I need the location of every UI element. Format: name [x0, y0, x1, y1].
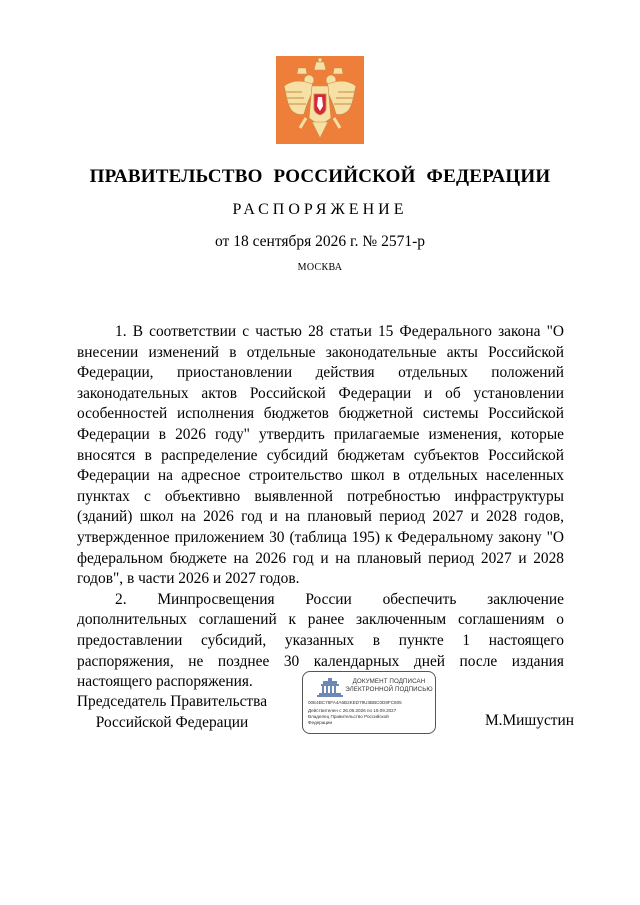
signatory-position [64, 692, 280, 733]
stamp-certificate: 00E4BC78FA4A6B2KED79U3BBC0D8FC805 [308, 700, 402, 705]
document-type: РАСПОРЯЖЕНИЕ [232, 201, 408, 218]
signatory-name: М.Мишустин [484, 712, 574, 729]
stamp-validity: Действителен с 26.06.2026 по 19.09.2027 [308, 708, 397, 713]
paragraph-1: 1. В соответствии с частью 28 статьи 15 Федерального закона "О внесении изменений в отдельные законодательные акты Российской Федерации, приостановлении действия отдельных положений законодательных актов Российской Федерации и об установлении особенностей исполнения бюджетов бюджетной системы Российской Федерации в 2026 году" утвердить прилагаемые изменения, которые вносятся в распределение субсидий бюджетам субъектов Российской Федерации на адресное строительство школ в отдельных населенных пунктах с объективно выявленной потребностью инфраструктуры (зданий) школ на 2026 год и на плановый период 2027 и 2028 годов, утвержденное приложением 30 (таблица 195) к Федеральному закону "О федеральном бюджете на 2026 год и на плановый период 2027 и 2028 годов", в части 2026 и 2027 годов. [77, 323, 564, 588]
stamp-title [343, 678, 435, 693]
government-title: ПРАВИТЕЛЬСТВО РОССИЙСКОЙ ФЕДЕРАЦИИ [89, 166, 551, 187]
stamp-title-line-1: ДОКУМЕНТ ПОДПИСАН [352, 678, 426, 685]
stamp-title-line-2: ЭЛЕКТРОННОЙ ПОДПИСЬЮ [345, 685, 433, 693]
stamp-owner-line-1: Владелец Правительство Российской [308, 714, 389, 719]
document-city: МОСКВА [297, 262, 343, 273]
electronic-signature-stamp [302, 671, 436, 734]
government-building-icon [315, 677, 345, 697]
coat-of-arms-icon [276, 56, 364, 144]
paragraph-2: 2. Минпросвещения России обеспечить заключение дополнительных соглашений к ранее заключенным соглашениям о предоставлении субсидий, указанных в пункте 1 настоящего распоряжения, не позднее 30 календарных дней после издания настоящего распоряжения. [77, 590, 564, 691]
position-line-2: Российской Федерации [95, 713, 249, 731]
stamp-owner-line-2: Федерации [308, 719, 333, 725]
position-line-1: Председатель Правительства [76, 693, 268, 710]
document-body [77, 322, 564, 693]
document-date-number: от 18 сентября 2026 г. № 2571-р [215, 233, 425, 250]
